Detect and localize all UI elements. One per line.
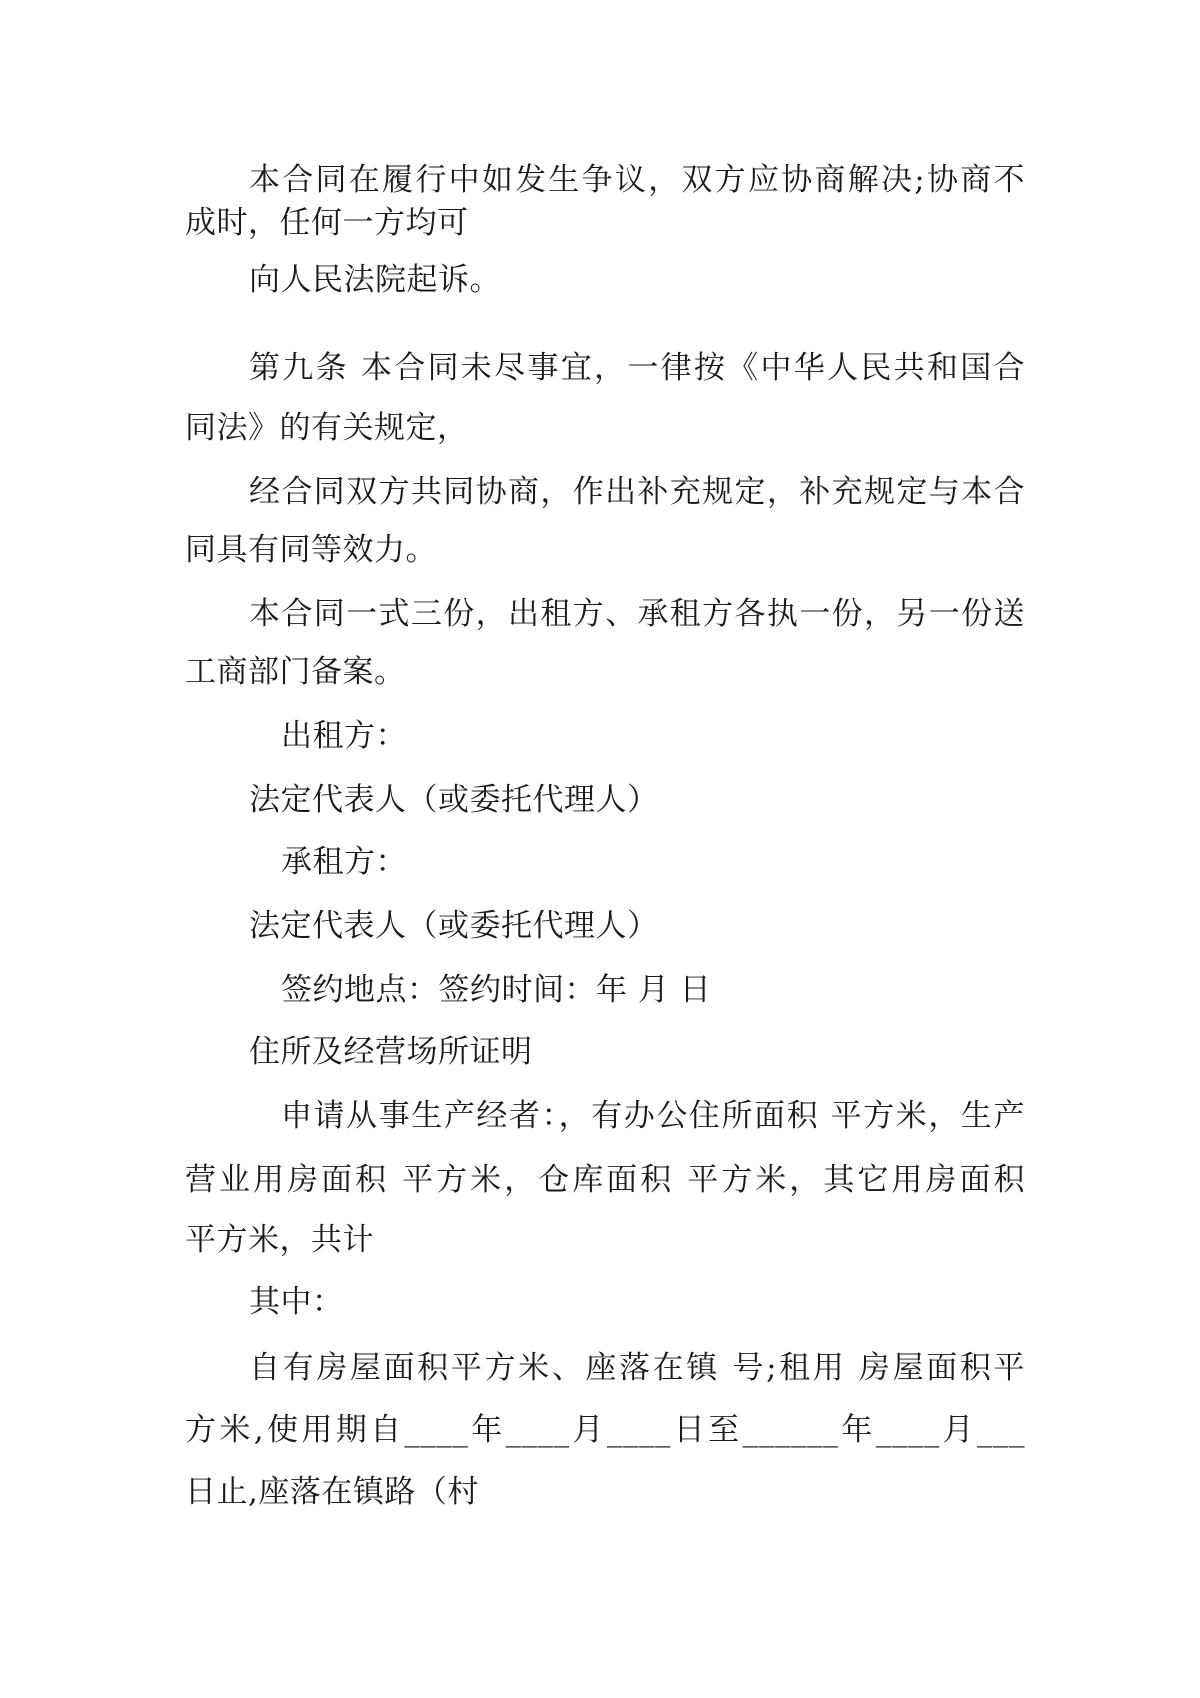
text-line: 住所及经营场所证明 (249, 1034, 533, 1070)
text-line: 签约地点：签约时间：年 月 日 (281, 972, 712, 1008)
text-line: 承租方： (281, 844, 407, 880)
text-line: 同具有同等效力。 (185, 532, 437, 568)
text-line: 平方米，共计 (185, 1222, 374, 1258)
text-line: 日止,座落在镇路（村 (185, 1474, 479, 1510)
text-line: 向人民法院起诉。 (249, 262, 501, 298)
text-line: 第九条 本合同未尽事宜，一律按《中华人民共和国合 (249, 350, 1025, 386)
text-line: 本合同一式三份，出租方、承租方各执一份，另一份送 (249, 596, 1025, 632)
text-line: 方米,使用期自____年____月____日至______年____月___ (185, 1412, 1025, 1448)
text-line: 法定代表人（或委托代理人） (249, 782, 659, 818)
text-line: 同法》的有关规定， (185, 410, 469, 446)
text-line: 营业用房面积 平方米，仓库面积 平方米，其它用房面积 (185, 1162, 1025, 1198)
text-line: 出租方： (281, 718, 407, 754)
text-line: 本合同在履行中如发生争议，双方应协商解决;协商不 (249, 162, 1025, 198)
text-line: 法定代表人（或委托代理人） (249, 908, 659, 944)
text-line: 经合同双方共同协商，作出补充规定，补充规定与本合 (249, 474, 1025, 510)
text-line: 工商部门备案。 (185, 654, 406, 690)
text-line: 成时，任何一方均可 (185, 205, 469, 241)
text-line: 自有房屋面积平方米、座落在镇 号;租用 房屋面积平 (249, 1350, 1025, 1386)
text-line: 其中： (249, 1284, 344, 1320)
text-line: 申请从事生产经者：，有办公住所面积 平方米，生产 (281, 1098, 1025, 1134)
